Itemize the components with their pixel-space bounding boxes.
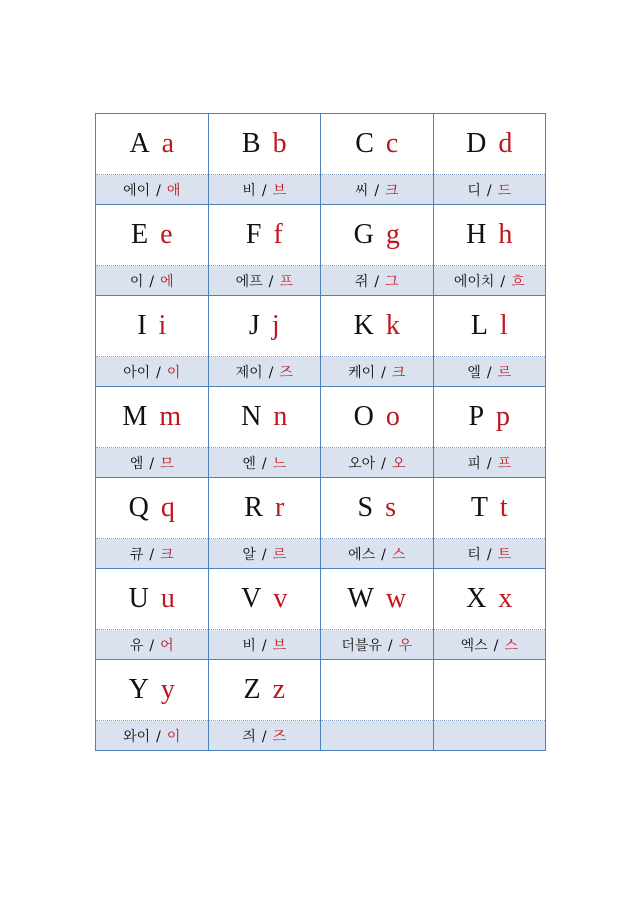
lowercase-letter: g (385, 219, 400, 250)
pronunciation (467, 547, 511, 563)
letter-cell (320, 296, 433, 357)
letter-name: 피 (467, 455, 481, 472)
separator: / (149, 273, 155, 290)
alphabet-table-body (96, 114, 546, 751)
separator: / (261, 728, 267, 745)
pronunciation (461, 638, 518, 654)
uppercase-letter: Z (243, 674, 261, 705)
separator: / (493, 637, 499, 654)
letter-sound: 그 (385, 273, 399, 290)
sound-cell (208, 448, 320, 478)
letter-name: 와이 (123, 728, 151, 745)
letter-name: 엠 (129, 455, 144, 472)
letter-sound: 에 (160, 273, 174, 290)
uppercase-letter: Q (128, 492, 149, 523)
uppercase-letter: W (347, 583, 374, 614)
letter-sound: 즈 (272, 728, 287, 745)
separator: / (149, 637, 155, 654)
sound-cell (433, 630, 545, 660)
separator: / (268, 364, 274, 381)
letter-sound: 드 (497, 182, 512, 199)
uppercase-letter: F (245, 219, 262, 250)
separator: / (261, 182, 267, 199)
letter-sound: 므 (160, 455, 174, 472)
sound-cell (96, 448, 209, 478)
letter-sound: 느 (272, 455, 287, 472)
letter-name: 에스 (348, 546, 376, 563)
pronunciation (348, 547, 405, 563)
uppercase-letter: G (353, 219, 374, 250)
lowercase-letter: e (160, 219, 173, 250)
letter-cell (208, 114, 320, 175)
separator: / (261, 546, 267, 563)
sound-row (96, 175, 546, 205)
letter-name: 엘 (467, 364, 481, 381)
alphabet-table (95, 113, 546, 751)
sound-cell (96, 630, 209, 660)
lowercase-letter: f (273, 219, 283, 250)
separator: / (149, 455, 155, 472)
sound-cell (208, 721, 320, 751)
letter-name: 비 (242, 182, 256, 199)
lowercase-letter: c (385, 128, 399, 159)
uppercase-letter: O (353, 401, 374, 432)
letter-name: 제이 (235, 364, 263, 381)
letter-cell (96, 569, 209, 630)
sound-row (96, 539, 546, 569)
letter-name: 알 (242, 546, 256, 563)
letter-name: 티 (467, 546, 481, 563)
letter-sound: 흐 (511, 273, 525, 290)
sound-row (96, 630, 546, 660)
uppercase-letter: L (470, 310, 488, 341)
letter-cell (433, 205, 545, 266)
pronunciation (242, 729, 286, 745)
letter-cell (320, 569, 433, 630)
separator: / (486, 546, 492, 563)
letter-sound: 스 (504, 637, 518, 654)
separator: / (156, 728, 161, 745)
sound-row (96, 448, 546, 478)
pronunciation (348, 365, 405, 381)
sound-cell (208, 175, 320, 205)
letter-name: 즤 (242, 728, 256, 745)
uppercase-letter: B (241, 128, 261, 159)
separator: / (268, 273, 274, 290)
sound-cell (433, 539, 545, 569)
letter-cell (96, 660, 209, 721)
uppercase-letter: D (466, 128, 487, 159)
letter-cell (208, 660, 320, 721)
sound-cell (208, 266, 320, 296)
letter-cell (96, 114, 209, 175)
letter-name: 디 (467, 182, 481, 199)
letter-sound: 스 (391, 546, 406, 563)
letter-sound: 브 (272, 637, 287, 654)
pronunciation (242, 183, 286, 199)
lowercase-letter: o (385, 401, 400, 432)
uppercase-letter: X (466, 583, 487, 614)
letter-cell (96, 387, 209, 448)
pronunciation (355, 274, 399, 290)
sound-cell (96, 175, 209, 205)
uppercase-letter: P (468, 401, 485, 432)
letter-cell (208, 569, 320, 630)
lowercase-letter: i (158, 310, 167, 341)
separator: / (156, 182, 161, 199)
letter-row (96, 387, 546, 448)
letter-cell (433, 114, 545, 175)
letter-name: 에프 (235, 273, 263, 290)
empty-letter-cell (320, 660, 433, 721)
sound-row (96, 357, 546, 387)
letter-row (96, 296, 546, 357)
letter-sound: 즈 (279, 364, 293, 381)
letter-name: 유 (129, 637, 144, 654)
sound-cell (320, 448, 433, 478)
uppercase-letter: S (357, 492, 374, 523)
letter-row (96, 114, 546, 175)
uppercase-letter: H (466, 219, 487, 250)
letter-cell (320, 387, 433, 448)
separator: / (149, 546, 155, 563)
letter-row (96, 478, 546, 539)
letter-sound: 이 (166, 728, 181, 745)
letter-name: 에이 (123, 182, 151, 199)
letter-sound: 크 (160, 546, 174, 563)
pronunciation (130, 456, 174, 472)
uppercase-letter: I (137, 310, 147, 341)
pronunciation (242, 638, 286, 654)
sound-cell (320, 539, 433, 569)
sound-cell (208, 357, 320, 387)
pronunciation (467, 183, 511, 199)
separator: / (381, 364, 386, 381)
pronunciation (123, 365, 180, 381)
sound-row (96, 721, 546, 751)
sound-cell (433, 448, 545, 478)
letter-name: 오아 (348, 455, 376, 472)
lowercase-letter: j (271, 310, 280, 341)
lowercase-letter: d (498, 128, 513, 159)
separator: / (486, 182, 492, 199)
letter-name: 비 (242, 637, 256, 654)
letter-sound: 우 (398, 637, 413, 654)
letter-name: 엑스 (460, 637, 488, 654)
separator: / (381, 546, 386, 563)
sound-cell (96, 721, 209, 751)
sound-cell (433, 175, 545, 205)
lowercase-letter: n (273, 401, 288, 432)
lowercase-letter: s (385, 492, 396, 523)
uppercase-letter: J (248, 310, 260, 341)
letter-cell (320, 478, 433, 539)
letter-cell (320, 205, 433, 266)
uppercase-letter: V (241, 583, 262, 614)
letter-sound: 르 (272, 546, 287, 563)
lowercase-letter: m (159, 401, 182, 432)
letter-name: 이 (129, 273, 144, 290)
pronunciation (130, 274, 174, 290)
separator: / (374, 273, 380, 290)
lowercase-letter: u (160, 583, 175, 614)
letter-sound: 오 (391, 455, 406, 472)
sound-cell (96, 539, 209, 569)
letter-cell (208, 205, 320, 266)
empty-letter-cell (433, 660, 545, 721)
letter-cell (208, 387, 320, 448)
letter-name: 케이 (348, 364, 376, 381)
uppercase-letter: U (128, 583, 149, 614)
separator: / (486, 455, 492, 472)
letter-name: 아이 (123, 364, 151, 381)
letter-name: 쥐 (354, 273, 369, 290)
lowercase-letter: v (273, 583, 288, 614)
lowercase-letter: l (499, 310, 508, 341)
letter-sound: 트 (497, 546, 512, 563)
sound-cell (320, 266, 433, 296)
sound-cell (320, 357, 433, 387)
empty-sound-cell (320, 721, 433, 751)
sound-cell (433, 357, 545, 387)
letter-cell (320, 114, 433, 175)
uppercase-letter: A (129, 128, 150, 159)
letter-cell (208, 296, 320, 357)
letter-sound: 프 (279, 273, 293, 290)
uppercase-letter: R (244, 492, 263, 523)
letter-name: 엔 (242, 455, 256, 472)
lowercase-letter: w (385, 583, 407, 614)
pronunciation (236, 274, 293, 290)
lowercase-letter: q (160, 492, 175, 523)
uppercase-letter: M (122, 401, 148, 432)
lowercase-letter: y (160, 674, 175, 705)
letter-name: 더블유 (341, 637, 382, 654)
letter-sound: 크 (385, 182, 399, 199)
pronunciation (242, 456, 286, 472)
pronunciation (355, 183, 399, 199)
separator: / (261, 455, 267, 472)
letter-name: 에이치 (453, 273, 495, 290)
letter-cell (433, 296, 545, 357)
pronunciation (242, 547, 286, 563)
sound-cell (208, 630, 320, 660)
uppercase-letter: T (470, 492, 488, 523)
lowercase-letter: r (274, 492, 285, 523)
sound-cell (96, 357, 209, 387)
letter-sound: 어 (160, 637, 174, 654)
lowercase-letter: t (499, 492, 508, 523)
letter-row (96, 660, 546, 721)
separator: / (387, 637, 393, 654)
uppercase-letter: C (355, 128, 374, 159)
letter-name: 씨 (354, 182, 369, 199)
letter-name: 큐 (129, 546, 144, 563)
separator: / (381, 455, 386, 472)
pronunciation (348, 456, 405, 472)
empty-sound-cell (433, 721, 545, 751)
letter-sound: 이 (166, 364, 181, 381)
pronunciation (130, 547, 174, 563)
uppercase-letter: E (131, 219, 149, 250)
letter-cell (96, 205, 209, 266)
lowercase-letter: b (272, 128, 287, 159)
uppercase-letter: K (353, 310, 374, 341)
sound-cell (320, 630, 433, 660)
pronunciation (467, 456, 511, 472)
letter-cell (433, 569, 545, 630)
lowercase-letter: p (496, 401, 511, 432)
separator: / (486, 364, 492, 381)
pronunciation (236, 365, 293, 381)
letter-row (96, 569, 546, 630)
pronunciation (123, 183, 180, 199)
letter-cell (96, 478, 209, 539)
letter-cell (433, 478, 545, 539)
letter-sound: 브 (272, 182, 287, 199)
uppercase-letter: Y (128, 674, 149, 705)
separator: / (156, 364, 161, 381)
pronunciation (467, 365, 511, 381)
letter-cell (96, 296, 209, 357)
pronunciation (454, 274, 525, 290)
lowercase-letter: z (272, 674, 286, 705)
sound-cell (96, 266, 209, 296)
letter-cell (433, 387, 545, 448)
uppercase-letter: N (241, 401, 262, 432)
separator: / (500, 273, 506, 290)
letter-sound: 프 (497, 455, 512, 472)
separator: / (374, 182, 380, 199)
sound-row (96, 266, 546, 296)
letter-sound: 애 (166, 182, 181, 199)
lowercase-letter: k (385, 310, 400, 341)
letter-sound: 르 (497, 364, 512, 381)
pronunciation (130, 638, 174, 654)
lowercase-letter: a (161, 128, 175, 159)
lowercase-letter: x (498, 583, 513, 614)
pronunciation (341, 638, 412, 654)
sound-cell (433, 266, 545, 296)
lowercase-letter: h (498, 219, 513, 250)
sound-cell (208, 539, 320, 569)
letter-cell (208, 478, 320, 539)
letter-sound: 크 (391, 364, 406, 381)
sound-cell (320, 175, 433, 205)
pronunciation (123, 729, 180, 745)
separator: / (261, 637, 267, 654)
letter-row (96, 205, 546, 266)
